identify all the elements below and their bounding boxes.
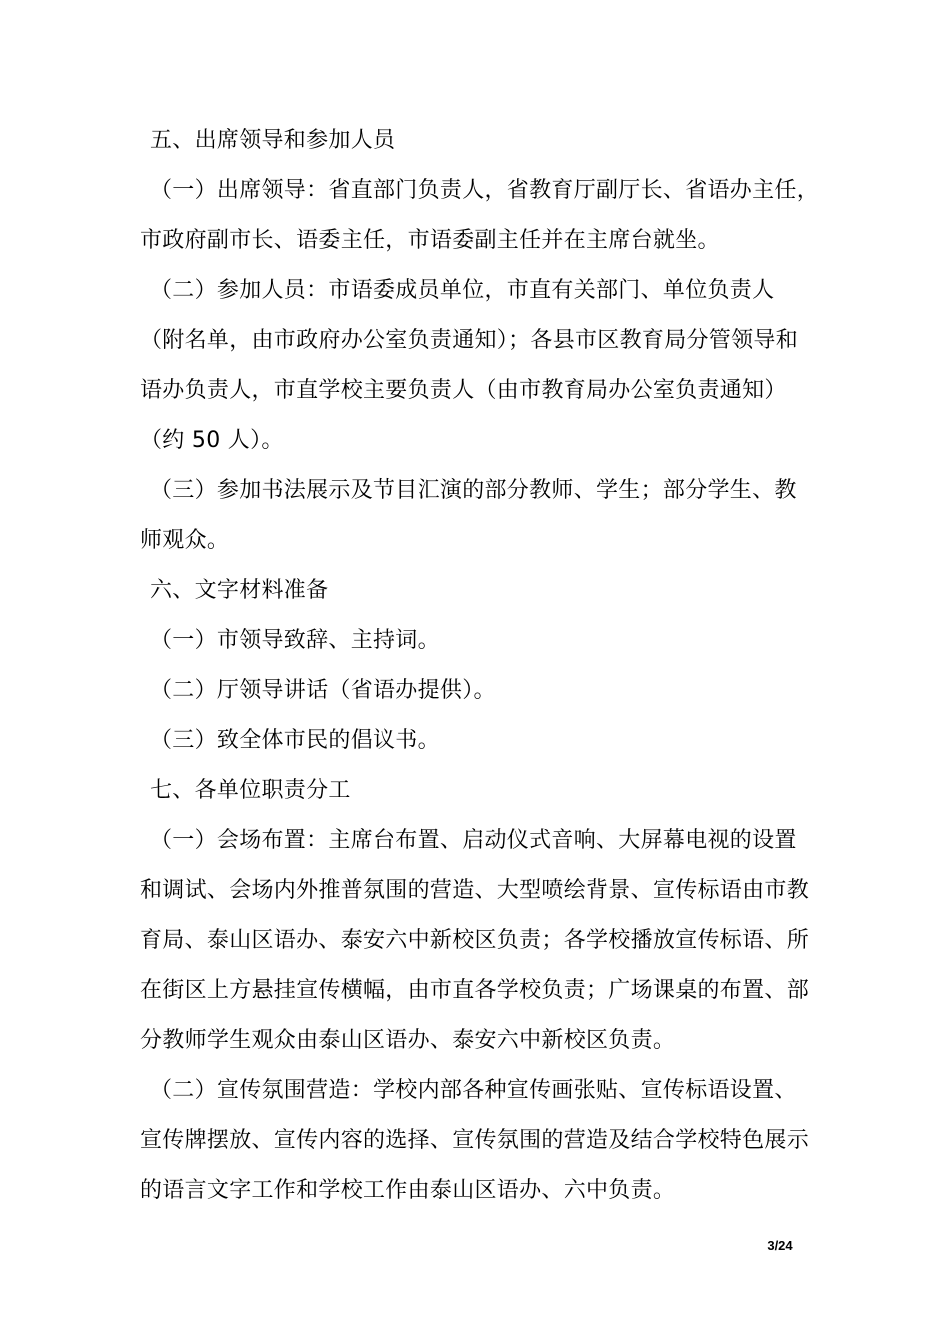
paragraph-line: 分教师学生观众由泰山区语办、泰安六中新校区负责。 xyxy=(140,1028,676,1053)
paragraph-line: 育局、泰山区语办、泰安六中新校区负责；各学校播放宣传标语、所 xyxy=(140,928,810,953)
paragraph-line: （约 50 人）。 xyxy=(140,428,284,453)
section-heading-seven: 七、各单位职责分工 xyxy=(150,778,351,803)
paragraph-line: （附名单，由市政府办公室负责通知）；各县市区教育局分管领导和 xyxy=(140,328,799,353)
paragraph-line: （三）参加书法展示及节目汇演的部分教师、学生；部分学生、教 xyxy=(150,478,797,503)
paragraph-line: 市政府副市长、语委主任，市语委副主任并在主席台就坐。 xyxy=(140,228,720,253)
paragraph-line: （一）出席领导：省直部门负责人，省教育厅副厅长、省语办主任， xyxy=(150,178,820,203)
paragraph-line: 宣传牌摆放、宣传内容的选择、宣传氛围的营造及结合学校特色展示 xyxy=(140,1128,810,1153)
paragraph-line: （二）参加人员：市语委成员单位，市直有关部门、单位负责人 xyxy=(150,278,775,303)
paragraph-line: 语办负责人，市直学校主要负责人（由市教育局办公室负责通知） xyxy=(140,378,787,403)
paragraph-line: （一）会场布置：主席台布置、启动仪式音响、大屏幕电视的设置 xyxy=(150,828,797,853)
paragraph-line: 的语言文字工作和学校工作由泰山区语办、六中负责。 xyxy=(140,1178,676,1203)
page-number: 3/24 xyxy=(767,1238,793,1253)
paragraph-line: 在街区上方悬挂宣传横幅，由市直各学校负责；广场课桌的布置、部 xyxy=(140,978,810,1003)
section-heading-six: 六、文字材料准备 xyxy=(150,578,329,603)
paragraph-line: 师观众。 xyxy=(140,528,230,553)
paragraph-line: （三）致全体市民的倡议书。 xyxy=(150,728,440,753)
paragraph-line: （二）宣传氛围营造：学校内部各种宣传画张贴、宣传标语设置、 xyxy=(150,1078,797,1103)
paragraph-line: 和调试、会场内外推普氛围的营造、大型喷绘背景、宣传标语由市教 xyxy=(140,878,810,903)
section-heading-five: 五、出席领导和参加人员 xyxy=(150,128,396,153)
paragraph-line: （一）市领导致辞、主持词。 xyxy=(150,628,440,653)
paragraph-line: （二）厅领导讲话（省语办提供）。 xyxy=(150,678,496,703)
